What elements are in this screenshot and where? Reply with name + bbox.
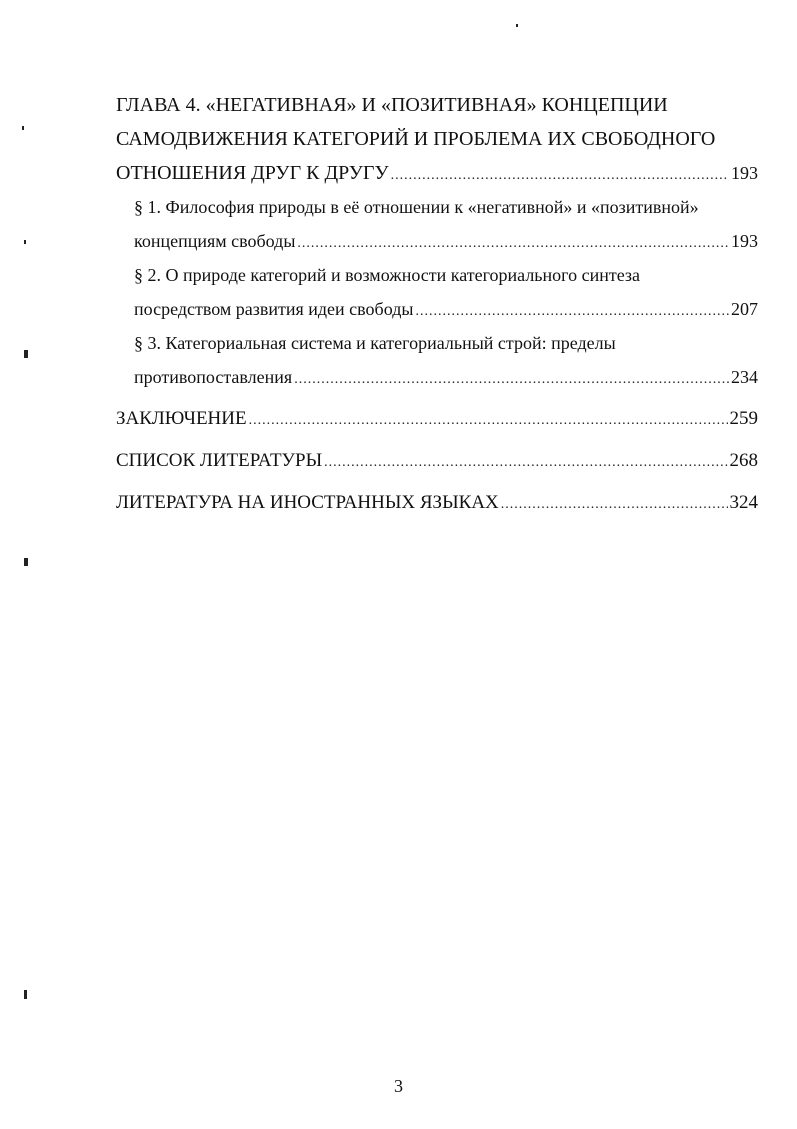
- scan-speck: [24, 240, 26, 244]
- section-title-line-2: противопоставления ..... 234: [134, 360, 758, 394]
- toc-chapter-4[interactable]: [116, 88, 758, 190]
- section-title-line-1: § 3. Категориальная система и категориальный строй: пределы: [134, 333, 616, 353]
- scan-speck: [24, 558, 28, 566]
- dot-leader: [391, 159, 729, 193]
- foreign-literature-line: ЛИТЕРАТУРА НА ИНОСТРАННЫХ ЯЗЫКАХ ..... 324: [116, 486, 758, 520]
- page-ref: 268: [729, 450, 758, 471]
- table-of-contents: [116, 88, 758, 520]
- dot-leader: [415, 295, 729, 329]
- page-number: 3: [394, 1076, 403, 1096]
- scan-speck: [24, 990, 27, 999]
- section-title-line-1: § 2. О природе категорий и возможности категориального синтеза: [134, 265, 641, 285]
- page-ref: 324: [729, 492, 758, 513]
- page-ref: 234: [731, 367, 758, 387]
- scan-speck: [24, 350, 28, 358]
- conclusion-line: ЗАКЛЮЧЕНИЕ ..... 259: [116, 402, 758, 436]
- toc-section-3[interactable]: [116, 326, 758, 394]
- chapter-title-line-2: САМОДВИЖЕНИЯ КАТЕГОРИЙ И ПРОБЛЕМА ИХ СВОБОДНОГО: [116, 128, 716, 150]
- chapter-title-line-3: ОТНОШЕНИЯ ДРУГ К ДРУГУ ..... 193: [116, 156, 758, 190]
- page-ref: 193: [731, 231, 758, 251]
- dot-leader: [249, 404, 728, 438]
- scan-speck: [22, 126, 24, 130]
- dot-leader: [297, 227, 729, 261]
- toc-foreign-literature[interactable]: [116, 486, 758, 520]
- toc-section-1[interactable]: [116, 190, 758, 258]
- toc-conclusion[interactable]: [116, 402, 758, 436]
- page-ref: 193: [731, 163, 758, 183]
- toc-bibliography[interactable]: [116, 444, 758, 478]
- dot-leader: [501, 488, 728, 522]
- section-title-line-2: концепциям свободы ..... 193: [134, 224, 758, 258]
- section-title-line-1: § 1. Философия природы в её отношении к «негативной» и «позитивной»: [134, 197, 699, 217]
- chapter-title-line-1: ГЛАВА 4. «НЕГАТИВНАЯ» И «ПОЗИТИВНАЯ» КОНЦЕПЦИИ: [116, 94, 668, 116]
- page-ref: 207: [731, 299, 758, 319]
- toc-section-2[interactable]: [116, 258, 758, 326]
- dot-leader: [294, 363, 729, 397]
- page-ref: 259: [729, 408, 758, 429]
- bibliography-line: СПИСОК ЛИТЕРАТУРЫ ..... 268: [116, 444, 758, 478]
- dot-leader: [324, 446, 727, 480]
- section-title-line-2: посредством развития идеи свободы ..... 207: [134, 292, 758, 326]
- scan-speck: [516, 24, 518, 27]
